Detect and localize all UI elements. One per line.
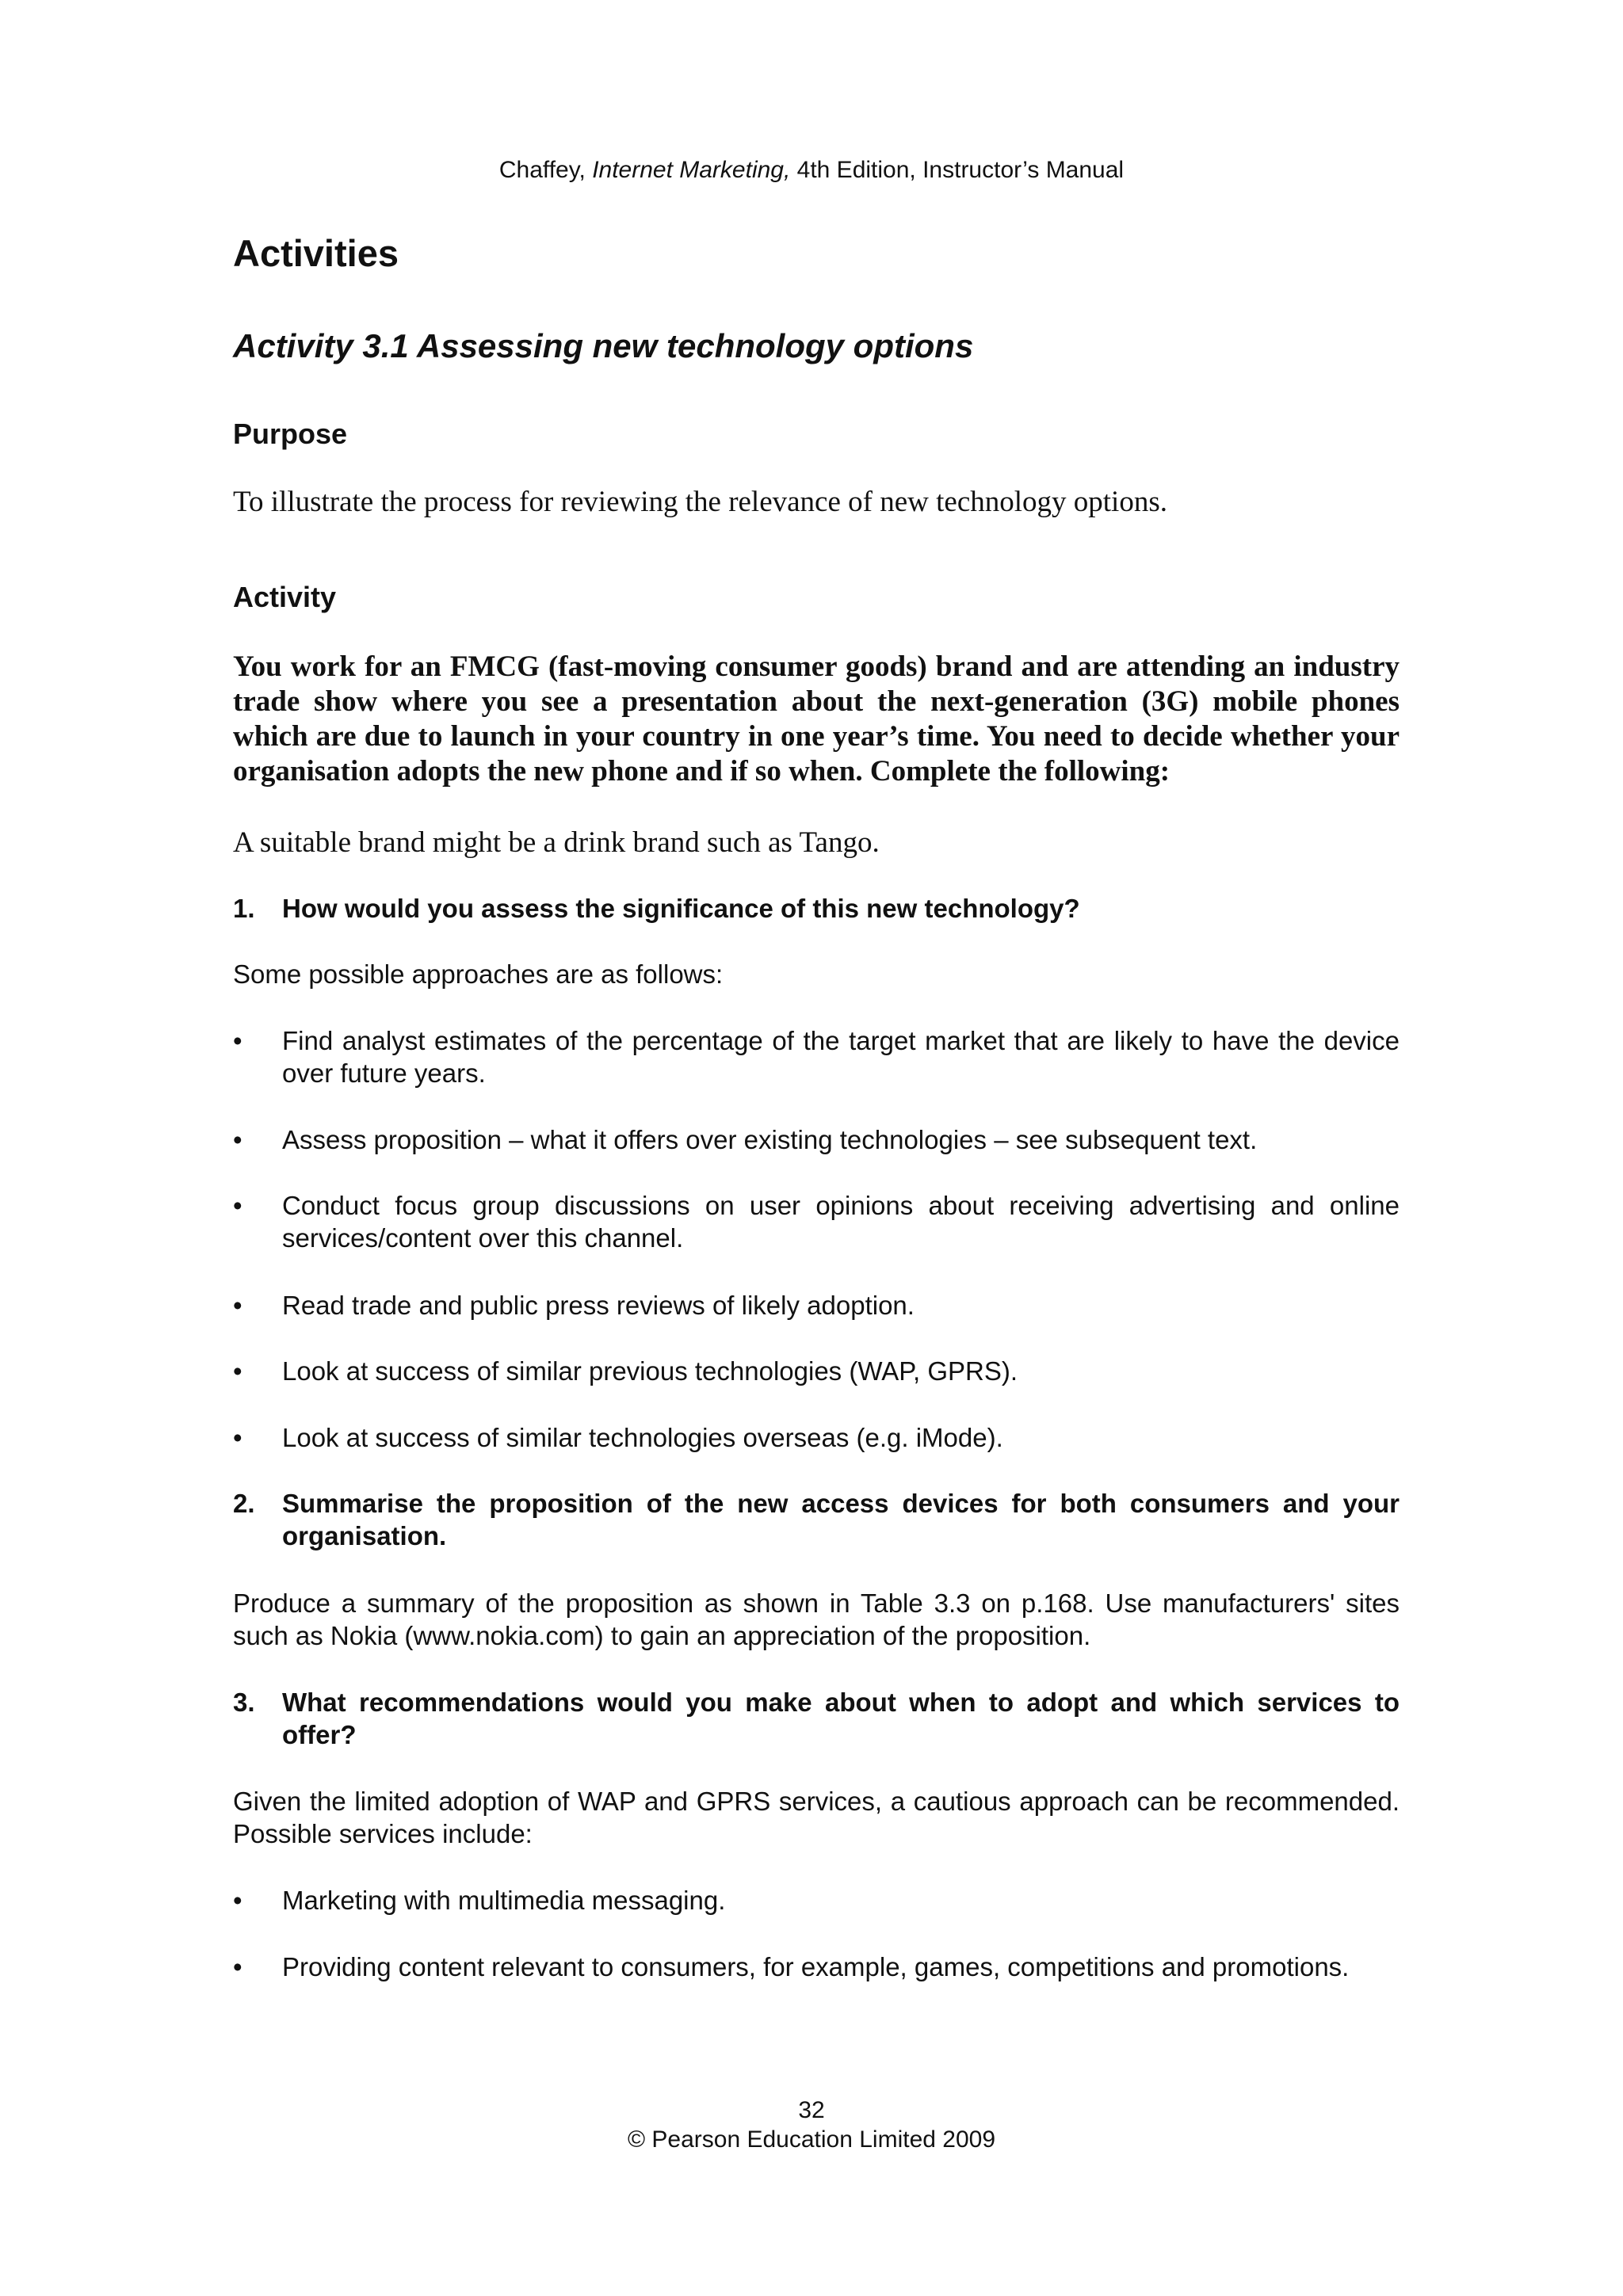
question-text: What recommendations would you make about when to adopt and which services to offer? bbox=[282, 1688, 1400, 1749]
bullet-icon: • bbox=[233, 1125, 242, 1154]
bullet-icon: • bbox=[233, 1886, 242, 1915]
list-item-text: Conduct focus group discussions on user opinions about receiving advertising and online services/content over this channel. bbox=[282, 1191, 1400, 1253]
answer-text: Given the limited adoption of WAP and GPRS services, a cautious approach can be recommended. Possible services include: bbox=[233, 1787, 1400, 1848]
list-item-text: Find analyst estimates of the percentage of the target market that are likely to have the device over future years. bbox=[282, 1026, 1400, 1088]
header-book-title: Internet Marketing, bbox=[592, 157, 791, 183]
list-item-text: Assess proposition – what it offers over existing technologies – see subsequent text. bbox=[282, 1125, 1258, 1154]
activity-lead: You work for an FMCG (fast-moving consumer goods) brand and are attending an industry trade show where you see a presentation about the next-generation (3G) mobile phones which are due to launch in your country in one year’s time. You need to decide whether your organisation adopts the new phone and if so when. Complete the following: bbox=[233, 650, 1400, 788]
answer-text: Produce a summary of the proposition as shown in Table 3.3 on p.168. Use manufacturers' sites such as Nokia (www.nokia.com) to gain an appreciation of the proposition. bbox=[233, 1589, 1400, 1650]
bullet-icon: • bbox=[233, 1026, 242, 1055]
list-item-text: Providing content relevant to consumers, for example, games, competitions and promotions. bbox=[282, 1952, 1350, 1981]
purpose-text: To illustrate the process for reviewing the relevance of new technology options. bbox=[233, 486, 1167, 518]
list-item-text: Look at success of similar technologies overseas (e.g. iMode). bbox=[282, 1423, 1003, 1452]
page-number: 32 bbox=[798, 2097, 825, 2123]
purpose-heading: Purpose bbox=[233, 418, 348, 450]
copyright-notice: © Pearson Education Limited 2009 bbox=[627, 2126, 996, 2153]
section-title: Activities bbox=[233, 232, 399, 274]
question-text: Summarise the proposition of the new access devices for both consumers and your organisation. bbox=[282, 1489, 1400, 1550]
list-item-text: Look at success of similar previous technologies (WAP, GPRS). bbox=[282, 1356, 1018, 1386]
list-item-text: Marketing with multimedia messaging. bbox=[282, 1886, 726, 1915]
question-number: 1. bbox=[233, 894, 255, 923]
activity-title: Activity 3.1 Assessing new technology options bbox=[233, 327, 974, 364]
bullet-icon: • bbox=[233, 1423, 242, 1452]
bullet-icon: • bbox=[233, 1952, 242, 1981]
header-author: Chaffey, bbox=[498, 157, 593, 183]
question-text: How would you assess the significance of this new technology? bbox=[282, 894, 1080, 923]
bullet-icon: • bbox=[233, 1291, 242, 1320]
activity-note: A suitable brand might be a drink brand such as Tango. bbox=[233, 826, 880, 859]
question-number: 3. bbox=[233, 1688, 255, 1717]
bullet-icon: • bbox=[233, 1356, 242, 1386]
header-edition: 4th Edition, Instructor’s Manual bbox=[790, 157, 1125, 183]
bullet-icon: • bbox=[233, 1191, 242, 1220]
answer-intro: Some possible approaches are as follows: bbox=[233, 959, 724, 989]
running-header bbox=[0, 156, 1623, 185]
activity-heading: Activity bbox=[233, 581, 337, 613]
question-number: 2. bbox=[233, 1489, 255, 1518]
list-item-text: Read trade and public press reviews of likely adoption. bbox=[282, 1291, 915, 1320]
